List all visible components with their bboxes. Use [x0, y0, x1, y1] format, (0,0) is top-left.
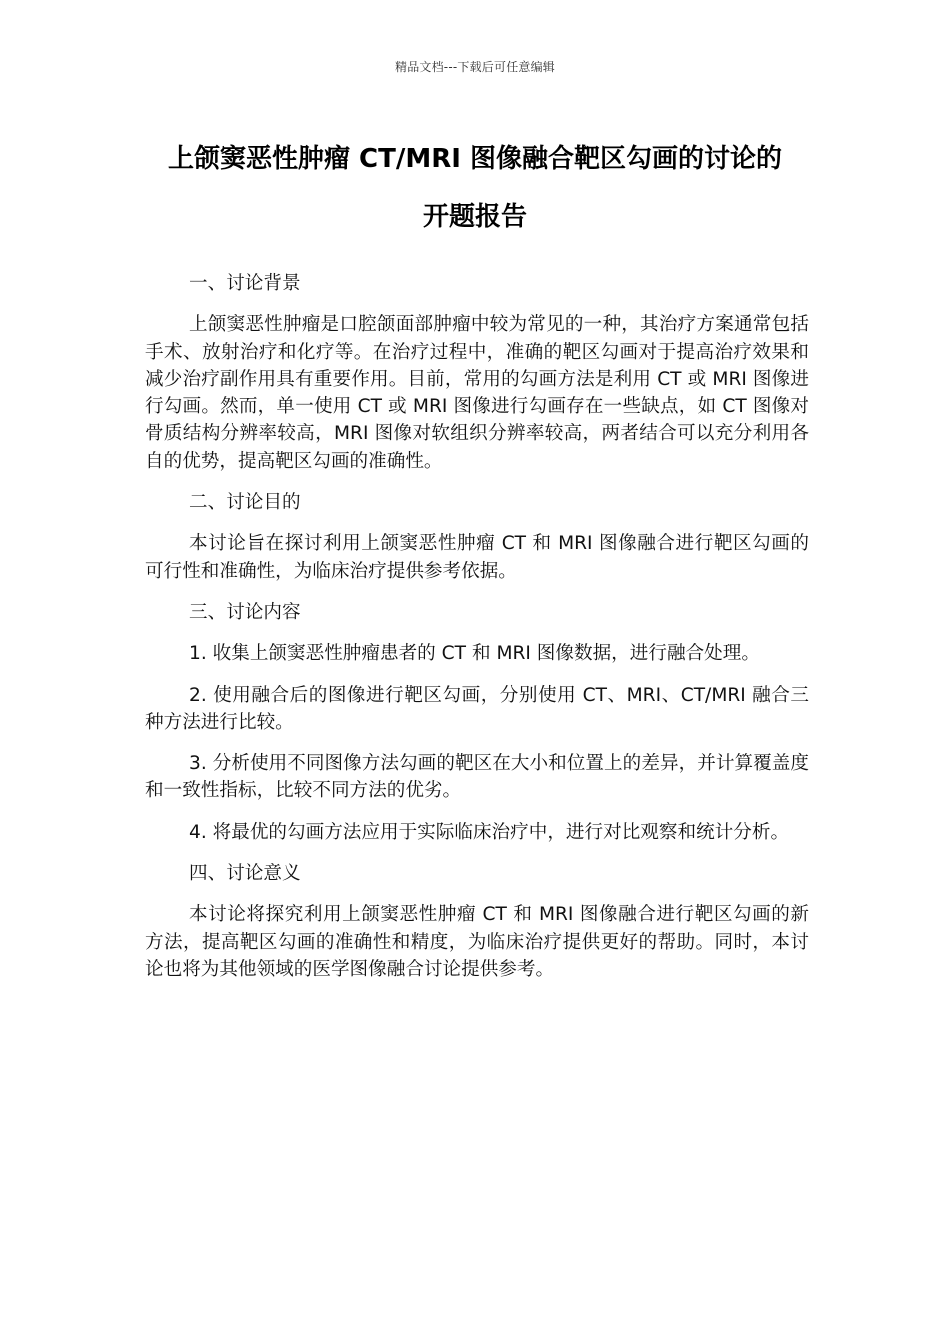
content-item-2: 2. 使用融合后的图像进行靶区勾画，分别使用 CT、MRI、CT/MRI 融合三种方法进行比较。	[145, 684, 809, 733]
paragraph-significance: 本讨论将探究利用上颌窦恶性肿瘤 CT 和 MRI 图像融合进行靶区勾画的新方法，提高靶区勾画的准确性和精度，为临床治疗提供更好的帮助。同时，本讨论也将为其他领域的医学图像融合讨论提供参考。	[145, 904, 809, 980]
paragraph-background: 上颌窦恶性肿瘤是口腔颌面部肿瘤中较为常见的一种，其治疗方案通常包括手术、放射治疗和化疗等。在治疗过程中，准确的靶区勾画对于提高治疗效果和减少治疗副作用具有重要作用。目前，常用的勾画方法是利用 CT 或 MRI 图像进行勾画。然而，单一使用 CT 或 MRI 图像进行勾画存在一些缺点，如 CT 图像对骨质结构分辨率较高，MRI 图像对软组织分辨率较高，两者结合可以充分利用各自的优势，提高靶区勾画的准确性。	[145, 314, 809, 472]
document-body	[145, 270, 809, 997]
section-heading-purpose: 二、讨论目的	[189, 492, 301, 514]
content-item-3: 3. 分析使用不同图像方法勾画的靶区在大小和位置上的差异，并计算覆盖度和一致性指标，比较不同方法的优劣。	[145, 753, 809, 802]
header-note: 精品文档---下载后可任意编辑	[395, 60, 555, 74]
paragraph-purpose: 本讨论旨在探讨利用上颌窦恶性肿瘤 CT 和 MRI 图像融合进行靶区勾画的可行性和准确性，为临床治疗提供参考依据。	[145, 533, 809, 582]
document-title	[120, 130, 830, 246]
title-line-2: 开题报告	[422, 202, 527, 232]
content-item-1: 1. 收集上颌窦恶性肿瘤患者的 CT 和 MRI 图像数据，进行融合处理。	[189, 643, 760, 665]
section-heading-content: 三、讨论内容	[189, 601, 301, 623]
section-heading-significance: 四、讨论意义	[189, 863, 301, 885]
section-heading-background: 一、讨论背景	[189, 273, 301, 294]
content-item-4: 4. 将最优的勾画方法应用于实际临床治疗中，进行对比观察和统计分析。	[189, 821, 790, 843]
title-line-1: 上颌窦恶性肿瘤 CT/MRI 图像融合靶区勾画的讨论的	[168, 144, 782, 174]
